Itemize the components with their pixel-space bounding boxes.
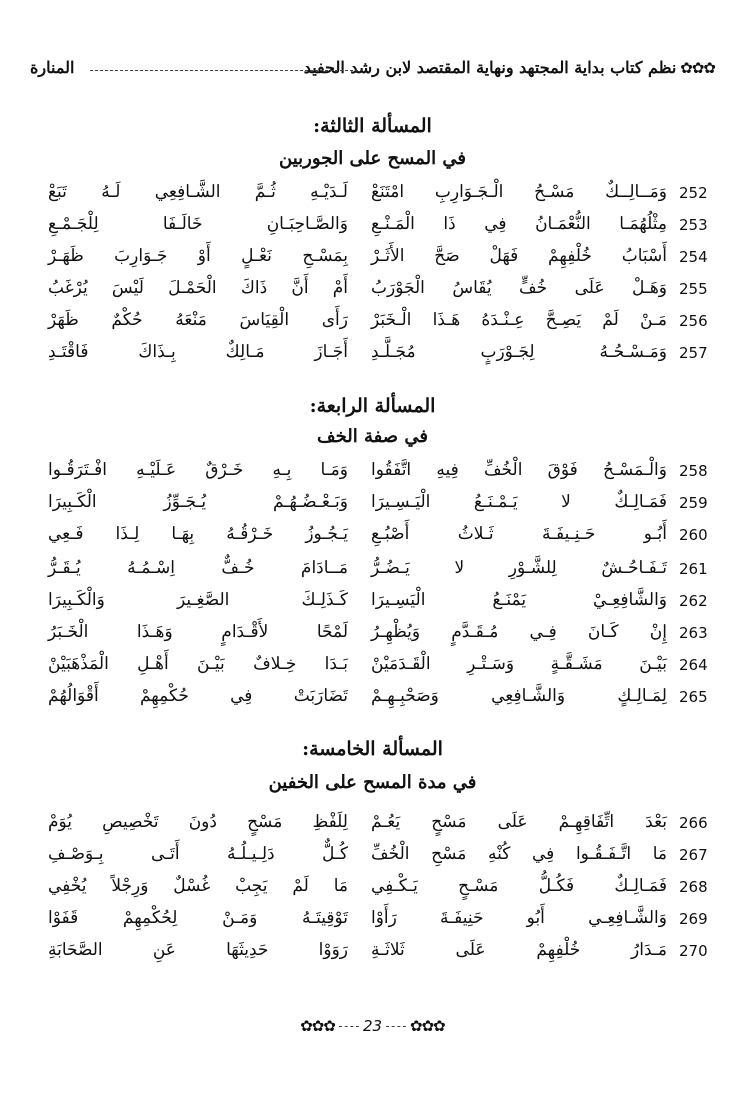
section-title: المسألة الخامسة: — [302, 738, 443, 760]
page-footer — [0, 1017, 745, 1035]
verse-number: 260 — [679, 526, 708, 544]
header-divider — [90, 70, 363, 71]
verse-line — [30, 458, 715, 488]
verse-first-hemistich: بَيْـنَ مَشَـقَّـةٍ وَسَـتْـرِ الْقَـدَمَيْنْ — [371, 654, 667, 674]
verse-number: 254 — [679, 248, 708, 266]
page-header — [30, 56, 715, 86]
verse-first-hemistich: مَـنْ لَمْ يَصِـحَّ عِـنْـدَهُ هَـذَا الْـخَبَرْ — [371, 310, 667, 330]
ornament-icon: ✿✿✿ — [410, 1017, 445, 1035]
verse-second-hemistich: تَضَارَبَتْ فِي حُكْمِهِمْ أَقْوَالُهُمْ — [48, 686, 348, 706]
verse-first-hemistich: مَـدَارُ خُلْفِهِمْ عَلَى ثَلاثَـةِ — [371, 940, 667, 960]
verse-second-hemistich: كُـلٌّ دَلِـيـلُـهُ أَتَـى بِـوَصْـفِ — [48, 844, 348, 864]
verse-second-hemistich: لَـدَيْـهِ ثُـمَّ الشَّـافِعِي لَـهُ تَبَعْ — [48, 182, 348, 202]
verse-first-hemistich: فَمَـالِـكٌ لا يَـمْـنَـعُ الْيَـسِـيرَا — [371, 492, 667, 512]
verse-line — [30, 244, 715, 274]
verse-first-hemistich: وَالْـمَسْـحُ فَوْقَ الْخُفِّ فِيهِ اتَّفَقُوا — [371, 460, 667, 480]
verse-number: 264 — [679, 656, 708, 674]
verse-first-hemistich: وَمَـسْـحُـهُ لِجَـوْرَبٍ مُجَـلَّـدِ — [371, 342, 667, 362]
verse-number: 266 — [679, 814, 708, 832]
footer-divider — [339, 1026, 359, 1027]
verse-first-hemistich: أَسْبَابُ خُلْفِهِمْ فَهَلْ صَحَّ الأَثَـرْ — [371, 246, 667, 266]
verse-number: 267 — [679, 846, 708, 864]
ornament-icon: ✿✿✿ — [680, 58, 715, 77]
verse-number: 253 — [679, 216, 708, 234]
verse-number: 259 — [679, 494, 708, 512]
verse-second-hemistich: وَالصَّـاحِبَـانِ خَالَـفَا لِلْجَـمْـعِ — [48, 214, 348, 234]
section-subtitle: في المسح على الجوربين — [279, 148, 466, 169]
ornament-icon: ✿✿✿ — [300, 1017, 335, 1035]
verse-first-hemistich: فَمَـالِـكٌ فَكُـلُّ مَسْـحٍ يَـكْـفِي — [371, 876, 667, 896]
verse-line — [30, 906, 715, 936]
verse-second-hemistich: يَـجُـوزُ خَـرْقُـهُ بِهَـا لِـذَا فَـعِي — [48, 524, 348, 544]
verse-number: 265 — [679, 688, 708, 706]
verse-line — [30, 276, 715, 306]
verse-first-hemistich: وَالشَّـافِعِـي أَبُو حَنِيفَـةَ رَأَوْا — [371, 908, 667, 928]
verse-first-hemistich: وَهَـلْ عَلَى خُفٍّ يُقَاسُ الْجَوْرَبُ — [371, 278, 667, 298]
verse-line — [30, 938, 715, 968]
verse-first-hemistich: بَعْدَ اتِّفَاقِهِـمْ عَلَى مَسْحٍ يَعُـمْ — [371, 812, 667, 832]
verse-first-hemistich: مَا اتَّـفَـقُـوا فِي كُنْهِ مَسْحِ الْخُفِّ — [371, 844, 667, 864]
verse-second-hemistich: مَــادَامَ خُـفٌّ اِسْـمُـهُ يُـقَـرُّ — [48, 558, 348, 578]
verse-line — [30, 684, 715, 714]
verse-line — [30, 620, 715, 650]
verse-second-hemistich: وَمَـا بِـهِ خَـرْقٌ عَـلَيْـهِ افْـتَرَقُـوا — [48, 460, 348, 480]
verse-line — [30, 340, 715, 370]
verse-first-hemistich: وَمَــالِــكٌ مَسْـحُ الْـجَـوَارِبِ امْتَنَعْ — [371, 182, 667, 202]
verse-number: 263 — [679, 624, 708, 642]
verse-line — [30, 212, 715, 242]
verse-second-hemistich: رَأَى الْقِيَاسَ مَنْعَهُ حُكْمٌ ظَهَرْ — [48, 310, 348, 330]
verse-number: 255 — [679, 280, 708, 298]
verse-number: 256 — [679, 312, 708, 330]
page-number: 23 — [362, 1017, 383, 1035]
section-subtitle: في مدة المسح على الخفين — [268, 772, 477, 793]
verse-second-hemistich: بَـدَا خِـلافٌ بَيْـنَ أَهْـلِ الْمَذْهَبَيْنْ — [48, 654, 348, 674]
verse-line — [30, 588, 715, 618]
verse-second-hemistich: أَجَـازَ مَـالِكٌ بِـذَاكَ فَاقْتَـدِ — [48, 342, 348, 362]
verse-first-hemistich: مِثْلُهُمَـا النُّعْمَـانُ فِي ذَا الْمَـنْـعِ — [371, 214, 667, 234]
verse-number: 261 — [679, 560, 708, 578]
verse-number: 257 — [679, 344, 708, 362]
verse-number: 252 — [679, 184, 708, 202]
series-label: المنارة — [30, 58, 75, 77]
verse-line — [30, 874, 715, 904]
verse-second-hemistich: بِمَسْـحِ نَعْـلٍ أَوْ جَـوَارِبَ ظَهَـرْ — [48, 246, 348, 266]
verse-second-hemistich: تَوْقِيتَـهُ وَمَـنْ لِحُكْمِهِمْ قَفَوْا — [48, 908, 348, 928]
verse-second-hemistich: كَـذَلِـكَ الصَّغِـيرَ وَالْكَـبِيرَا — [48, 590, 348, 610]
section-title: المسألة الثالثة: — [313, 115, 432, 137]
verse-line — [30, 652, 715, 682]
verse-line — [30, 180, 715, 210]
verse-second-hemistich: أَمْ أَنَّ ذَاكَ الْحَمْـلَ لَيْسَ يُرْغَبُ — [48, 278, 348, 298]
verse-line — [30, 810, 715, 840]
section-title: المسألة الرابعة: — [309, 395, 436, 417]
verse-first-hemistich: تَـفَـاحُـشٌ لِلشَّـوْرِ لا يَـضُـرُّ — [371, 558, 667, 578]
verse-number: 258 — [679, 462, 708, 480]
book-title: نظم كتاب بداية المجتهد ونهاية المقتصد لابن رشد الحفيد — [303, 58, 677, 77]
verse-number: 269 — [679, 910, 708, 928]
verse-line — [30, 522, 715, 552]
verse-line — [30, 308, 715, 338]
verse-number: 262 — [679, 592, 708, 610]
verse-second-hemistich: رَوَوْا حَدِيثَهَا عَنِ الصَّحَابَةِ — [48, 940, 348, 960]
verse-line — [30, 490, 715, 520]
verse-first-hemistich: وَالشَّافِعِـيْ يَمْنَـعُ الْيَسِـيرَا — [371, 590, 667, 610]
section-subtitle: في صفة الخف — [317, 426, 428, 447]
verse-line — [30, 556, 715, 586]
verse-second-hemistich: لَمْحًا لأَقْـدَامٍ وَهَـذَا الْخَـبَرُ — [48, 622, 348, 642]
verse-number: 270 — [679, 942, 708, 960]
verse-first-hemistich: إِنْ كَـانَ فِـي مُـقَـدَّمٍ وَيُظْهِـرُ — [371, 622, 667, 642]
footer-divider — [386, 1026, 406, 1027]
verse-first-hemistich: أَبُـو حَـنِـيفَـةَ ثَـلاثُ أَصْبُـعِ — [371, 524, 667, 544]
verse-line — [30, 842, 715, 872]
verse-first-hemistich: لِمَـالِـكٍ وَالشَّـافِعِي وَصَحْبِـهِـمْ — [371, 686, 667, 706]
verse-second-hemistich: مَا لَمْ يَجِبْ غُسْلٌ وَرِجْلاً يُخْفِي — [48, 876, 348, 896]
verse-number: 268 — [679, 878, 708, 896]
verse-second-hemistich: لِلَفْظِ مَسْحٍ دُونَ تَخْصِيصِ يُوَمْ — [48, 812, 348, 832]
header-title-block — [304, 58, 715, 77]
verse-second-hemistich: وَبَـعْـضُـهُـمْ يُـجَـوِّزُ الْكَـبِيرَا — [48, 492, 348, 512]
